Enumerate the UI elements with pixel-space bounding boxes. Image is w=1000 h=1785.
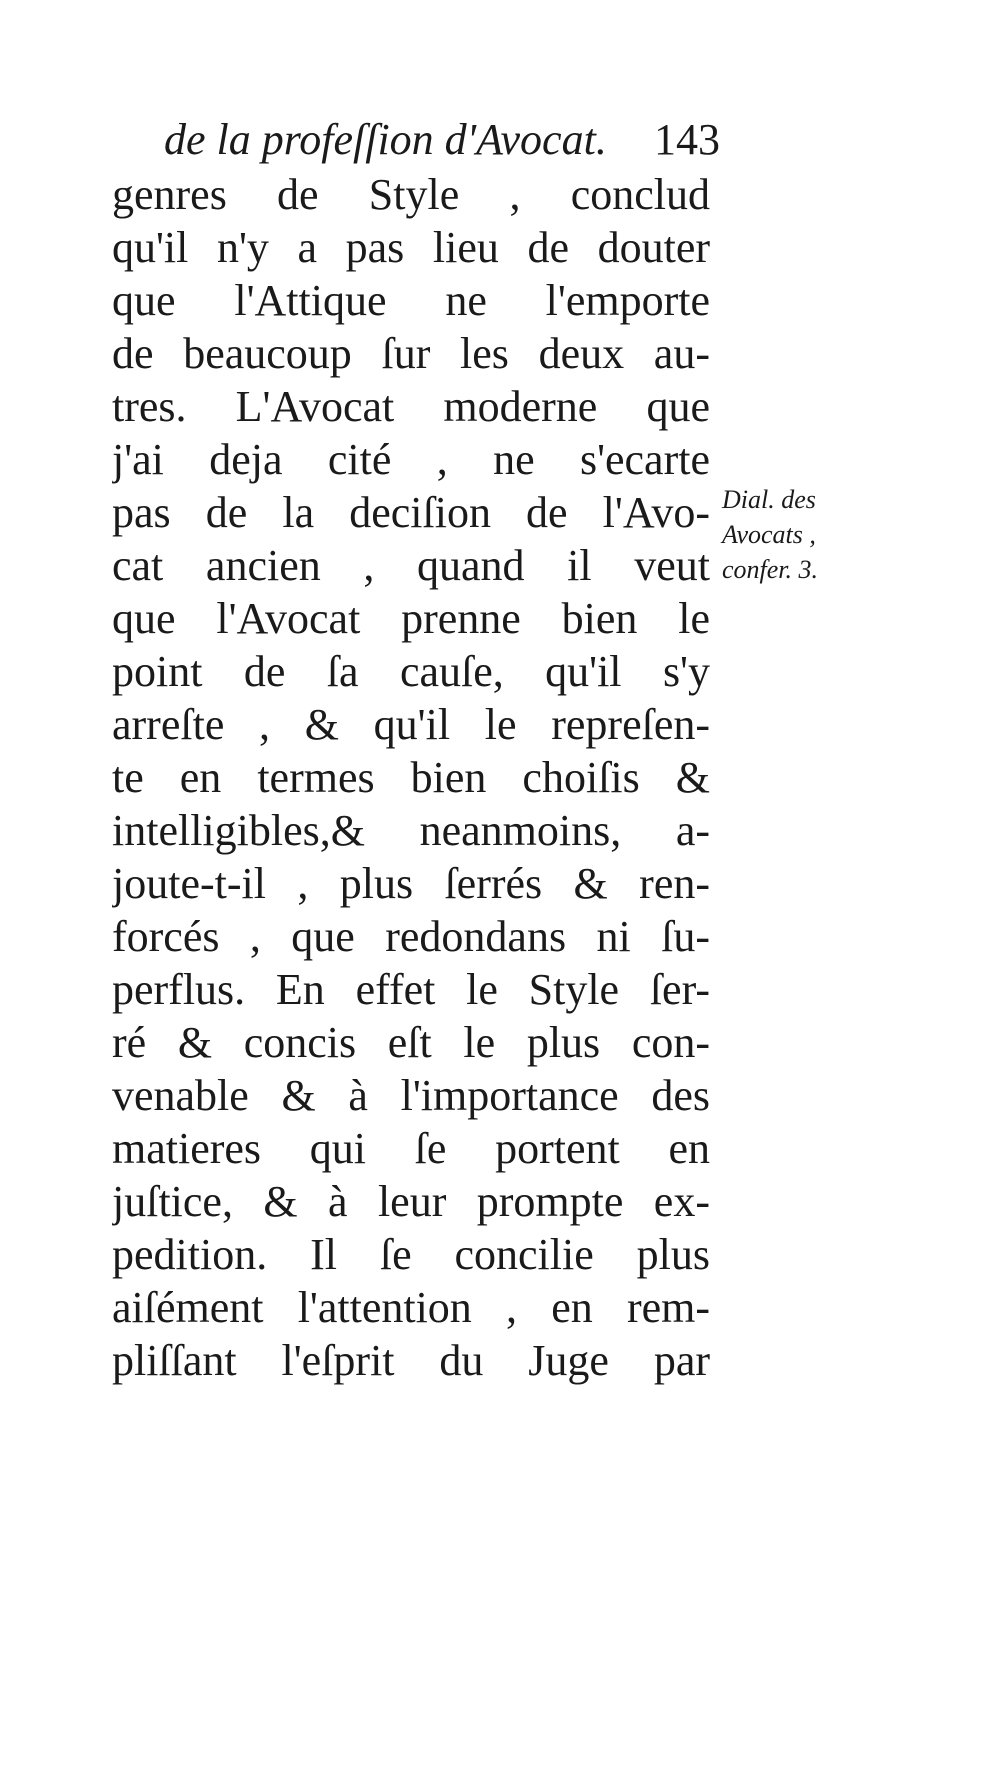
running-title: de la profeſſion d'Avocat. <box>164 115 607 164</box>
body-line: tres. L'Avocat moderne que <box>112 382 710 431</box>
body-line: qu'il n'y a pas lieu de douter <box>112 223 710 272</box>
body-line: arreſte , & qu'il le repreſen- <box>112 700 710 749</box>
body-line: cat ancien , quand il veut <box>112 541 710 590</box>
body-line: point de ſa cauſe, qu'il s'y <box>112 647 710 696</box>
body-line: que l'Attique ne l'emporte <box>112 276 710 325</box>
body-line: venable & à l'importance des <box>112 1071 710 1120</box>
margin-note-line: confer. 3. <box>722 555 819 584</box>
body-line: genres de Style , conclud <box>112 170 710 219</box>
body-line: perflus. En effet le Style ſer- <box>112 965 710 1014</box>
margin-note-line: Avocats , <box>722 520 816 549</box>
body-line: pedition. Il ſe concilie plus <box>112 1230 710 1279</box>
margin-note-line: Dial. des <box>722 485 816 514</box>
page-number: 143 <box>654 115 720 164</box>
body-line: ré & concis eſt le plus con- <box>112 1018 710 1067</box>
body-line: pas de la deciſion de l'Avo- <box>112 488 710 537</box>
running-head <box>150 112 720 168</box>
body-line: j'ai deja cité , ne s'ecarte <box>112 435 710 484</box>
body-line: forcés , que redondans ni ſu- <box>112 912 710 961</box>
body-line: intelligibles,& neanmoins, a- <box>112 806 710 855</box>
body-line: matieres qui ſe portent en <box>112 1124 710 1173</box>
body-line: aiſément l'attention , en rem- <box>112 1283 710 1332</box>
margin-note <box>722 482 892 587</box>
body-line: te en termes bien choiſis & <box>112 753 710 802</box>
body-line: que l'Avocat prenne bien le <box>112 594 710 643</box>
body-line: de beaucoup ſur les deux au- <box>112 329 710 378</box>
body-line: pliſſant l'eſprit du Juge par <box>112 1336 710 1385</box>
body-line: joute-t-il , plus ſerrés & ren- <box>112 859 710 908</box>
body-text <box>112 168 710 1387</box>
body-line: juſtice, & à leur prompte ex- <box>112 1177 710 1226</box>
